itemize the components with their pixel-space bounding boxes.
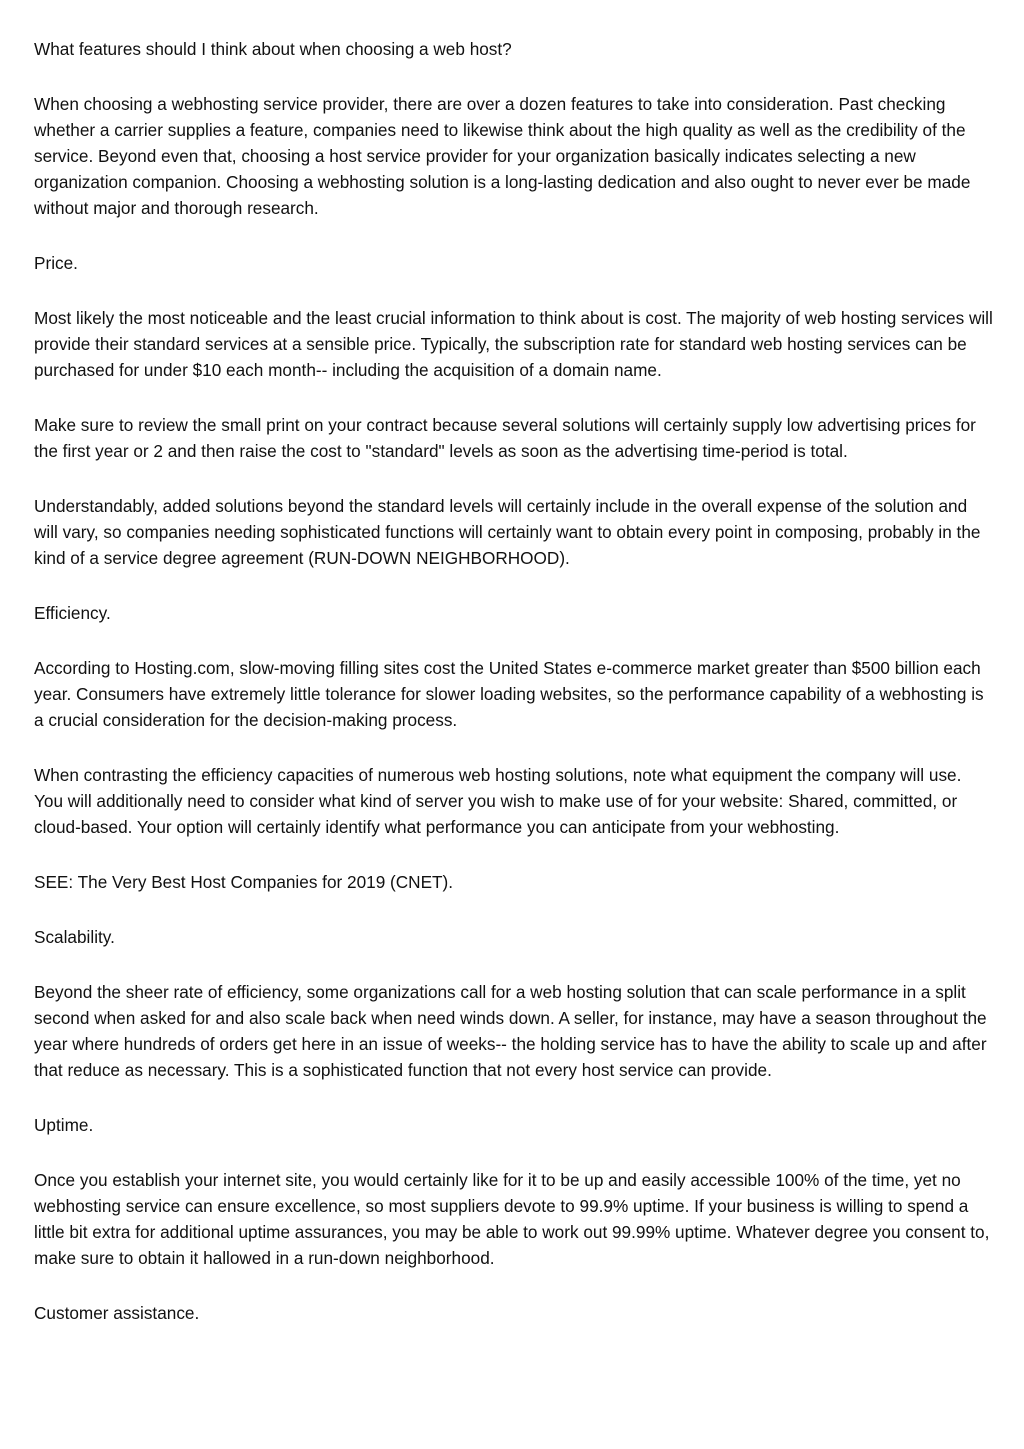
section-heading-efficiency: Efficiency. xyxy=(34,603,111,623)
price-paragraph-3: Understandably, added solutions beyond the standard levels will certainly include in the overall expense of the solution and will vary, so companies needing sophisticated functions will certainly want to obtain every point in composing, probably in the kind of a service degree agreement (RUN-DOWN NEIGHBORHOOD). xyxy=(34,496,981,568)
section-heading-uptime: Uptime. xyxy=(34,1115,94,1135)
section-heading-customer-assistance: Customer assistance. xyxy=(34,1303,200,1323)
question-heading: What features should I think about when choosing a web host? xyxy=(34,39,512,59)
intro-paragraph: When choosing a webhosting service provider, there are over a dozen features to take into consideration. Past checking whether a carrier supplies a feature, companies need to likewise think about the high quality as well as the credibility of the service. Beyond even that, choosing a host service provider for your organization basically indicates selecting a new organization companion. Choosing a webhosting solution is a long-lasting dedication and also ought to never ever be made without major and thorough research. xyxy=(34,94,971,218)
document-page xyxy=(34,36,994,1355)
efficiency-paragraph-2: When contrasting the efficiency capacities of numerous web hosting solutions, note what equipment the company will use. You will additionally need to consider what kind of server you wish to make use of for your website: Shared, committed, or cloud-based. Your option will certainly identify what performance you can anticipate from your webhosting. xyxy=(34,765,962,837)
section-heading-price: Price. xyxy=(34,253,78,273)
efficiency-paragraph-1: According to Hosting.com, slow-moving filling sites cost the United States e-commerce market greater than $500 billion each year. Consumers have extremely little tolerance for slower loading websites, so the performance capability of a webhosting is a crucial consideration for the decision-making process. xyxy=(34,658,984,730)
uptime-paragraph: Once you establish your internet site, you would certainly like for it to be up and easily accessible 100% of the time, yet no webhosting service can ensure excellence, so most suppliers devote to 99.9% uptime. If your business is willing to spend a little bit extra for additional uptime assurances, you may be able to work out 99.99% uptime. Whatever degree you consent to, make sure to obtain it hallowed in a run-down neighborhood. xyxy=(34,1170,990,1268)
price-paragraph-1: Most likely the most noticeable and the least crucial information to think about is cost. The majority of web hosting services will provide their standard services at a sensible price. Typically, the subscription rate for standard web hosting services can be purchased for under $10 each month-- including the acquisition of a domain name. xyxy=(34,308,993,380)
section-heading-scalability: Scalability. xyxy=(34,927,115,947)
price-paragraph-2: Make sure to review the small print on your contract because several solutions will certainly supply low advertising prices for the first year or 2 and then raise the cost to "standard" levels as soon as the advertising time-period is total. xyxy=(34,415,976,461)
see-reference: SEE: The Very Best Host Companies for 2019 (CNET). xyxy=(34,872,454,892)
scalability-paragraph: Beyond the sheer rate of efficiency, some organizations call for a web hosting solution that can scale performance in a split second when asked for and also scale back when need winds down. A seller, for instance, may have a season throughout the year where hundreds of orders get here in an issue of weeks-- the holding service has to have the ability to scale up and after that reduce as necessary. This is a sophisticated function that not every host service can provide. xyxy=(34,982,987,1080)
